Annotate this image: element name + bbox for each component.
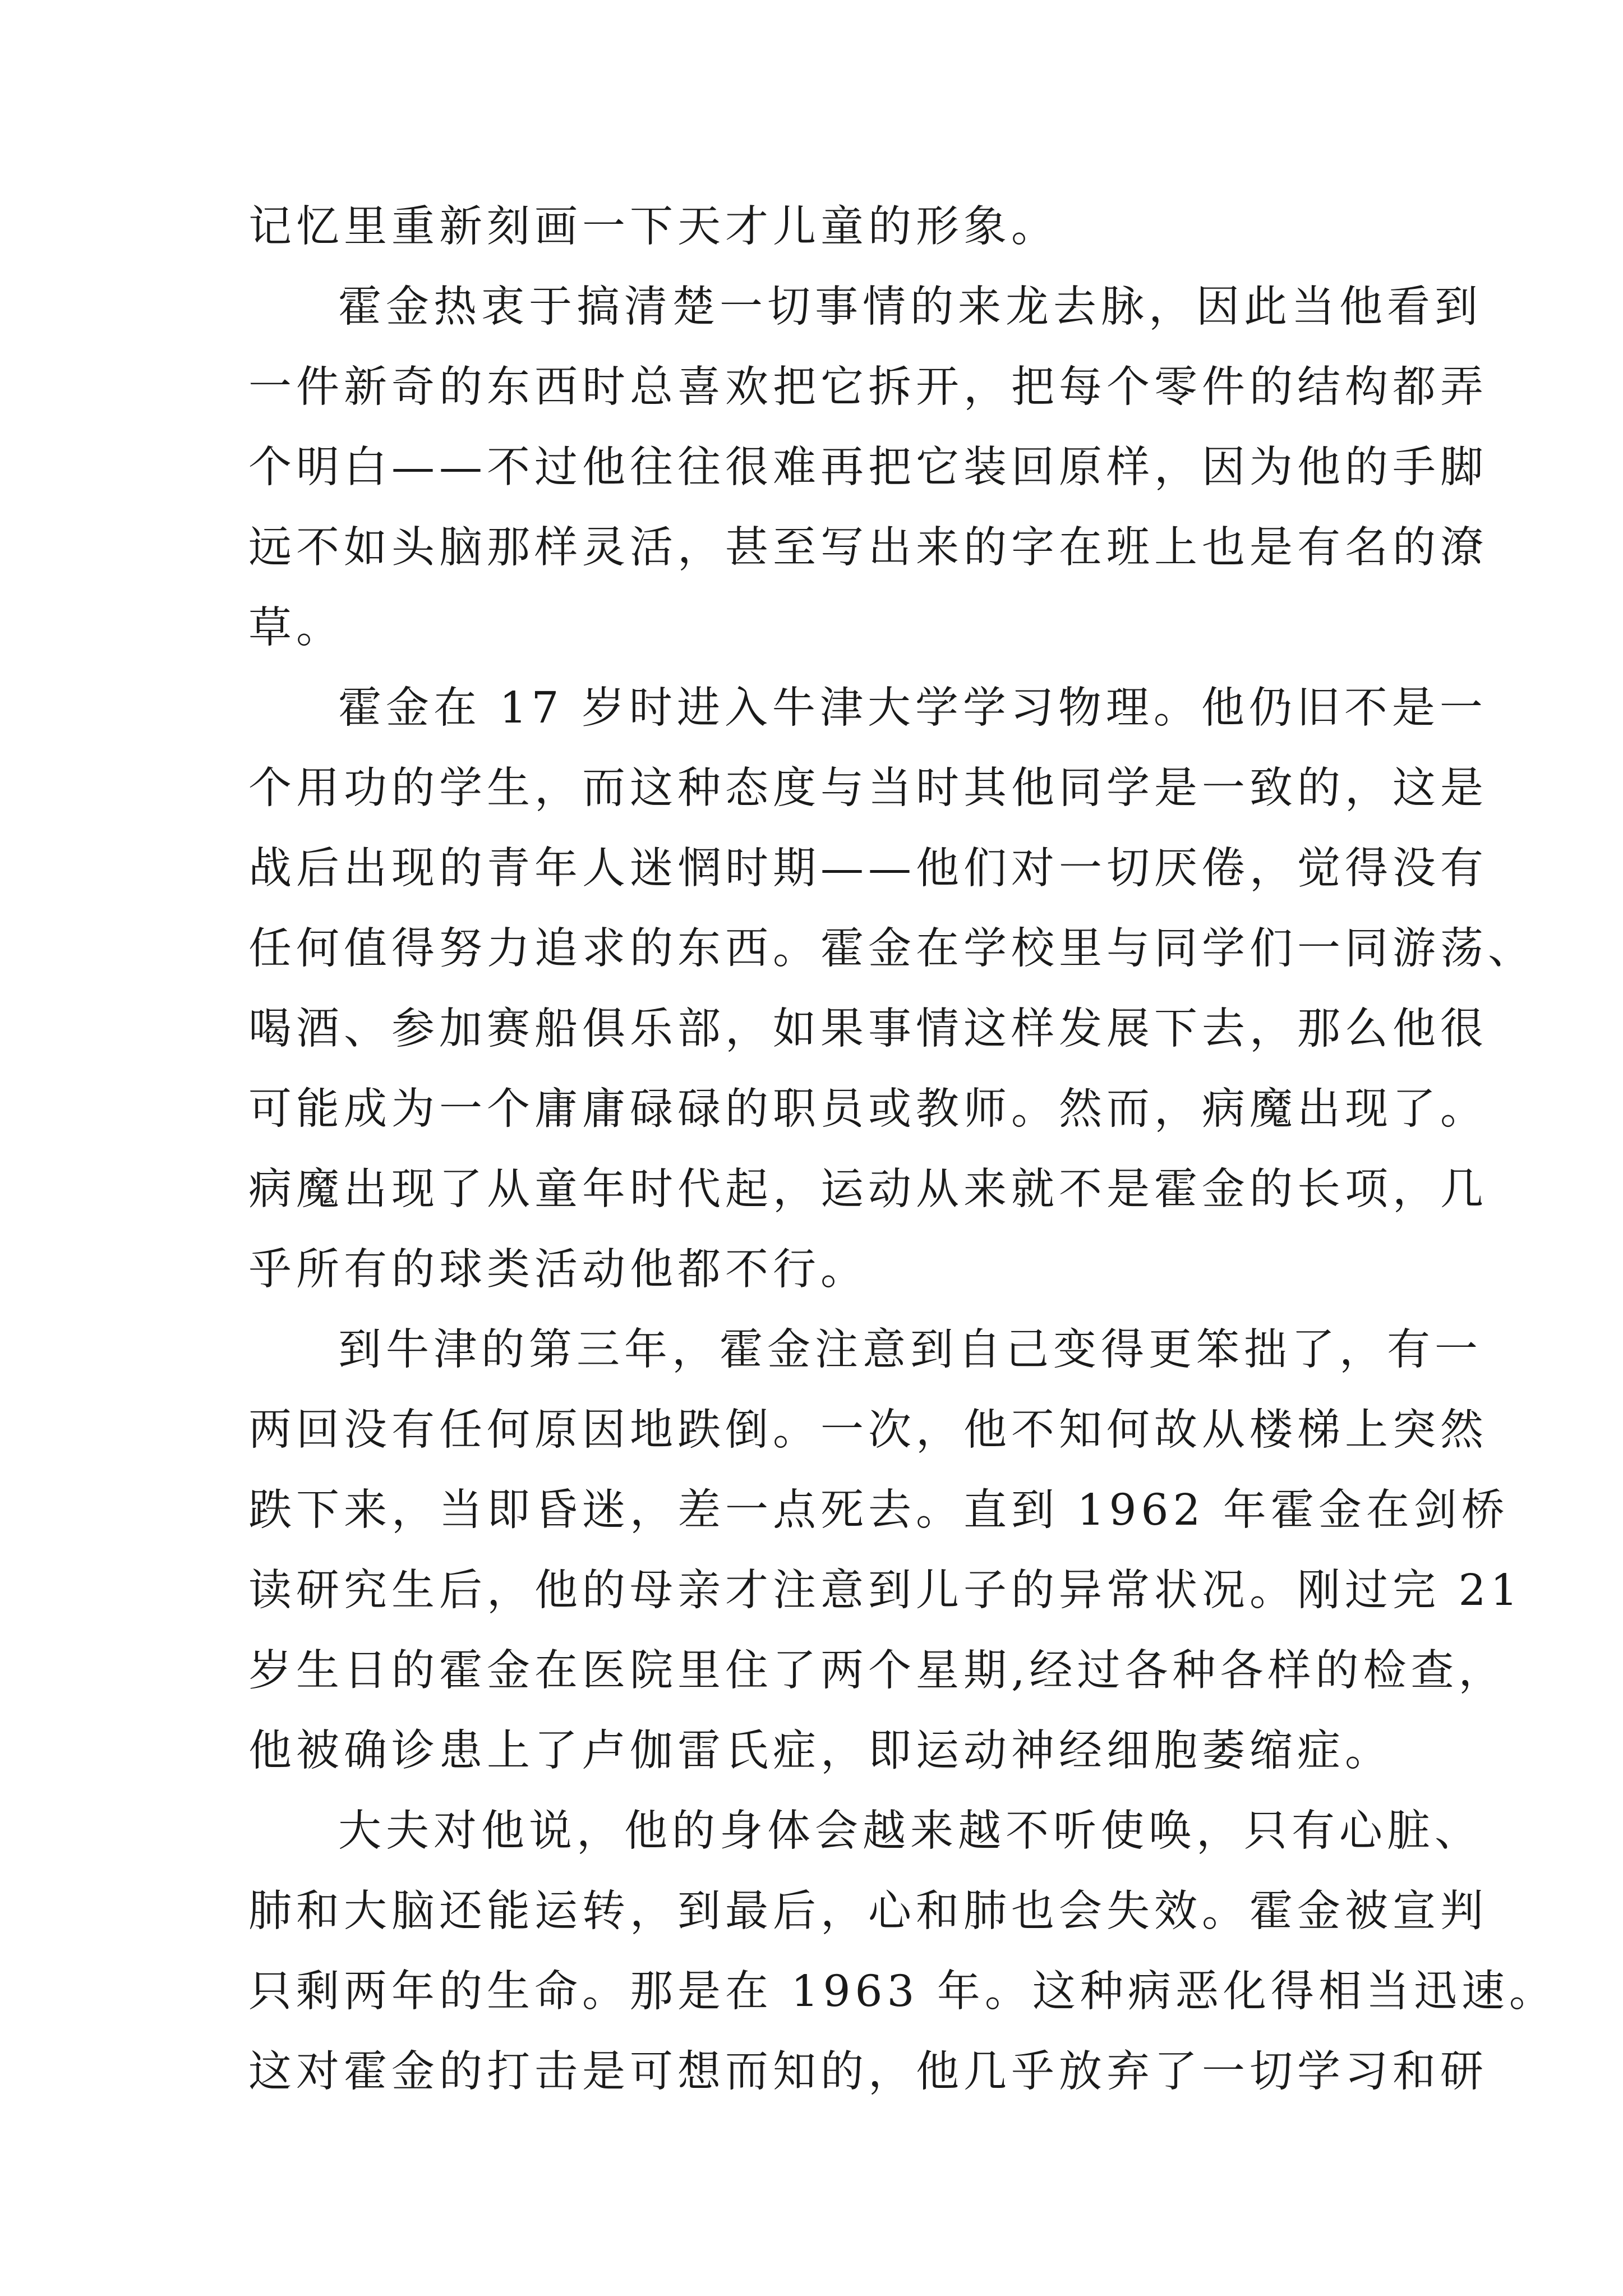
text-line: 只剩两年的生命。那是在 1963 年。这种病恶化得相当迅速。: [248, 1967, 1557, 2017]
text-line: 任何值得努力追求的东西。霍金在学校里与同学们一同游荡、: [248, 924, 1536, 974]
document-body: [248, 187, 1557, 2112]
text-line: 读研究生后，他的母亲才注意到儿子的异常状况。刚过完 21: [248, 1566, 1523, 1616]
text-line: 这对霍金的打击是可想而知的，他几乎放弃了一切学习和研: [248, 2047, 1488, 2097]
text-line: 个明白——不过他往往很难再把它装回原样，因为他的手脚: [248, 443, 1488, 493]
text-line: 他被确诊患上了卢伽雷氏症，即运动神经细胞萎缩症。: [248, 1726, 1393, 1776]
text-line: 草。: [248, 603, 344, 653]
text-line: 大夫对他说，他的身体会越来越不听使唤，只有心脏、: [338, 1806, 1482, 1856]
text-line: 乎所有的球类活动他都不行。: [248, 1245, 868, 1295]
text-line: 跌下来，当即昏迷，差一点死去。直到 1962 年霍金在剑桥: [248, 1485, 1509, 1535]
text-line: 霍金热衷于搞清楚一切事情的来龙去脉，因此当他看到: [338, 282, 1482, 332]
text-line: 到牛津的第三年，霍金注意到自己变得更笨拙了，有一: [338, 1325, 1482, 1375]
text-line: 岁生日的霍金在医院里住了两个星期,经过各种各样的检查，: [248, 1646, 1506, 1696]
text-line: 病魔出现了从童年时代起，运动从来就不是霍金的长项，几: [248, 1165, 1488, 1214]
text-line: 喝酒、参加赛船俱乐部，如果事情这样发展下去，那么他很: [248, 1004, 1488, 1054]
text-line: 战后出现的青年人迷惘时期——他们对一切厌倦，觉得没有: [248, 844, 1488, 894]
text-line: 可能成为一个庸庸碌碌的职员或教师。然而，病魔出现了。: [248, 1084, 1488, 1134]
text-line: 一件新奇的东西时总喜欢把它拆开，把每个零件的结构都弄: [248, 362, 1488, 412]
text-line: 个用功的学生，而这种态度与当时其他同学是一致的，这是: [248, 763, 1488, 813]
text-line: 霍金在 17 岁时进入牛津大学学习物理。他仍旧不是一: [338, 683, 1487, 733]
text-line: 肺和大脑还能运转，到最后，心和肺也会失效。霍金被宣判: [248, 1887, 1488, 1936]
text-line: 两回没有任何原因地跌倒。一次，他不知何故从楼梯上突然: [248, 1405, 1488, 1455]
text-line: 远不如头脑那样灵活，甚至写出来的字在班上也是有名的潦: [248, 523, 1488, 573]
text-line: 记忆里重新刻画一下天才儿童的形象。: [248, 202, 1059, 252]
